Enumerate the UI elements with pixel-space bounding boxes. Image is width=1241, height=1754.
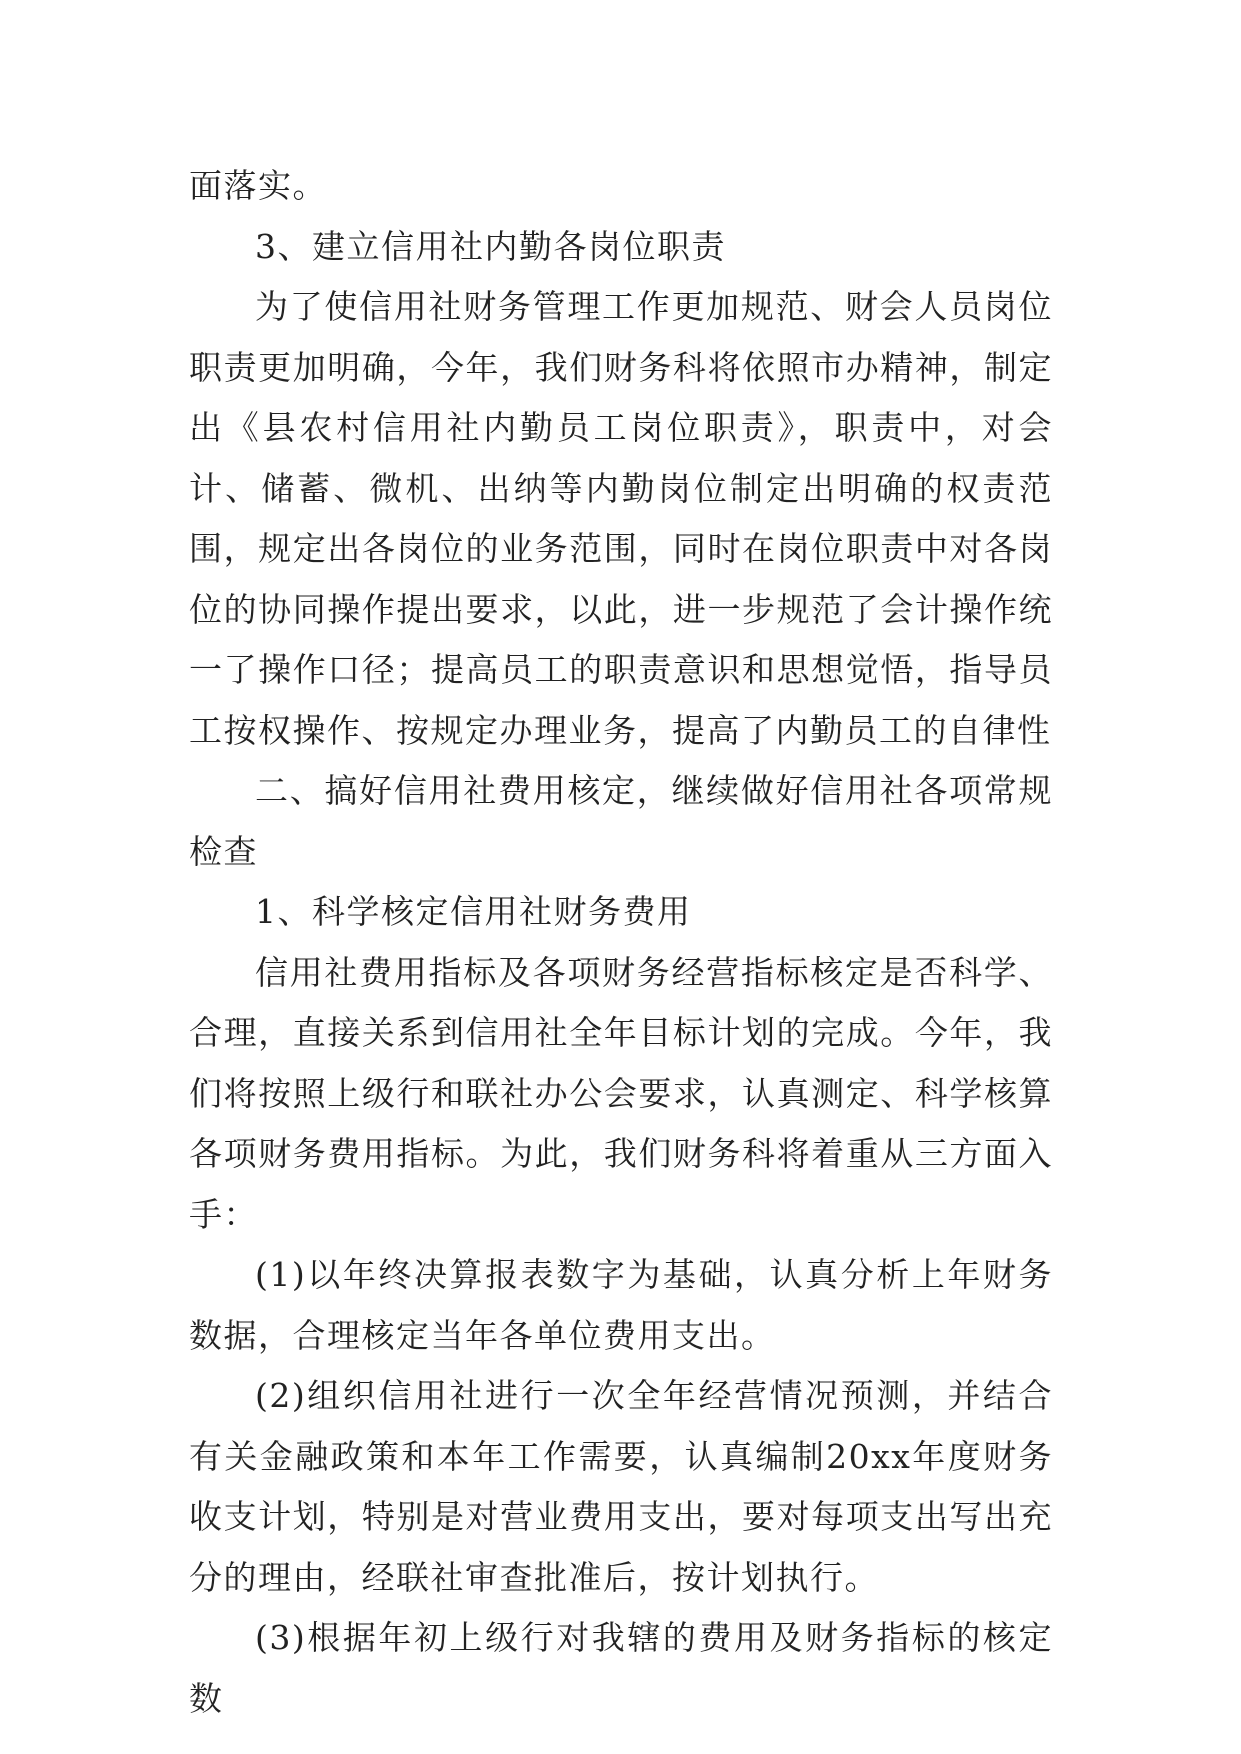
list-item-2: (2)组织信用社进行一次全年经营情况预测，并结合有关金融政策和本年工作需要，认真编制20xx年度财务收支计划，特别是对营业费用支出，要对每项支出写出充分的理由，经联社审查批准后，按计划执行。 [189,1376,1053,1597]
section-heading-1: 1、科学核定信用社财务费用 [255,892,692,931]
document-body [189,156,1053,1729]
list-item-3: (3)根据年初上级行对我辖的费用及财务指标的核定数 [189,1618,1053,1718]
section-heading-3: 3、建立信用社内勤各岗位职责 [255,226,726,266]
section-heading-2: 二、搞好信用社费用核定，继续做好信用社各项常规检查 [189,771,1053,871]
paragraph-fee-indicators: 信用社费用指标及各项财务经营指标核定是否科学、合理，直接关系到信用社全年目标计划的完成。今年，我们将按照上级行和联社办公会要求，认真测定、科学核算各项财务费用指标。为此，我们财务科将着重从三方面入手： [189,952,1053,1234]
paragraph-continuation: 面落实。 [189,166,327,205]
paragraph-job-duties: 为了使信用社财务管理工作更加规范、财会人员岗位职责更加明确，今年，我们财务科将依照市办精神，制定出《县农村信用社内勤员工岗位职责》，职责中，对会计、储蓄、微机、出纳等内勤岗位制定出明确的权责范围，规定出各岗位的业务范围，同时在岗位职责中对各岗位的协同操作提出要求，以此，进一步规范了会计操作统一了操作口径；提高员工的职责意识和思想觉悟，指导员工按权操作、按规定办理业务，提高了内勤员工的自律性 [189,287,1053,750]
list-item-1: (1)以年终决算报表数字为基础，认真分析上年财务数据，合理核定当年各单位费用支出。 [189,1255,1053,1355]
